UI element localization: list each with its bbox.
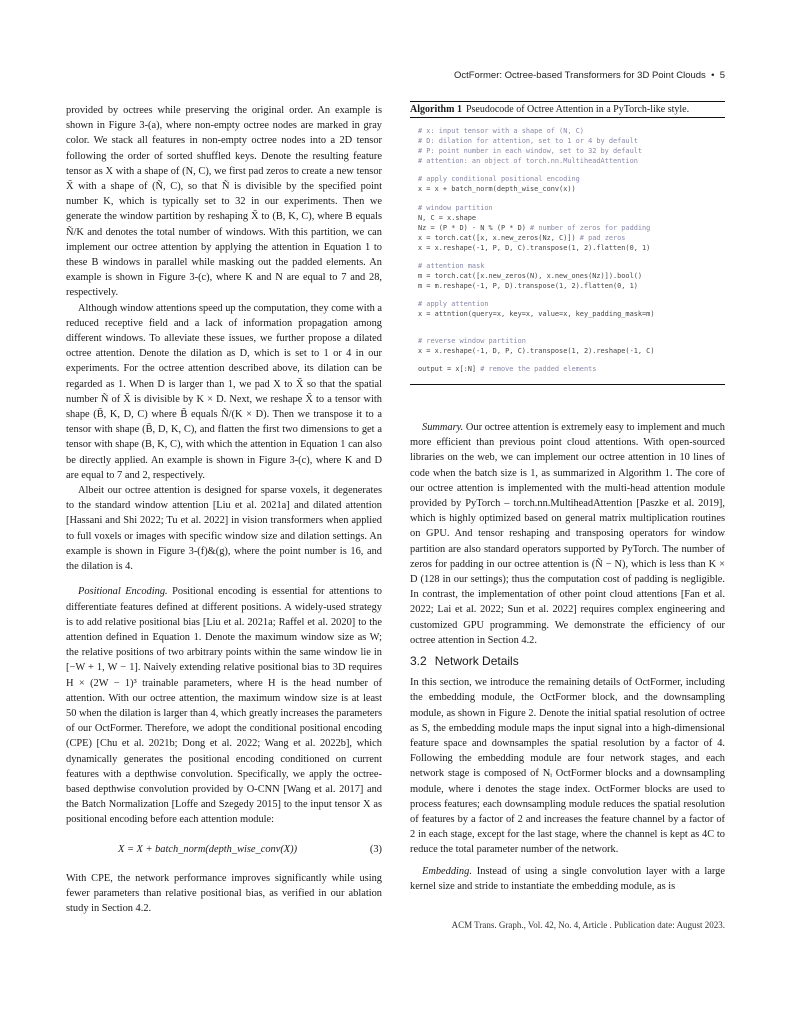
code-line: # apply conditional positional encoding (418, 175, 580, 184)
code-line: # apply attention (418, 300, 489, 309)
page-footer: ACM Trans. Graph., Vol. 42, No. 4, Article . Publication date: August 2023. (451, 920, 725, 930)
code-blank-line (418, 320, 725, 328)
code-line: m = m.reshape(-1, P, D).transpose(1, 2).flatten(0, 1) (418, 282, 638, 291)
code-line: # window partition (418, 203, 493, 212)
algorithm-label: Algorithm 1 (410, 104, 462, 115)
code-line: output = x[:N] # remove the padded elements (418, 364, 597, 373)
code-line: # P: point number in each window, set to 32 by default (418, 147, 643, 156)
right-column (410, 420, 725, 894)
paragraph-octree-order: provided by octrees while preserving the original order. An example is shown in Figure 3-(a), where non-empty octree nodes are marked in gray color. We stack all features in non-empty octree nodes into a 2D tensor following the order of sorted shuffled keys. Denote the resulting feature tensor as X with a shape of (N, C), we first pad zeros to create a new tensor X̃ with a shape of (Ñ, C), so that Ñ is divisible by the specified point number K, which is typically set to 32 in our experiments. Then we generate the window partition by reshaping X̃ to (B, K, C), where B equals Ñ/K and denotes the total number of windows. With this partition, we can implement our octree attention by applying the attention in Equation 1 to these B windows in parallel while masking out the padded elements. An example is shown in Figure 3-(c), where K and N are equal to 7 and 28, respectively. (66, 105, 382, 299)
code-line: x = x.reshape(-1, D, P, C).transpose(1, 2).reshape(-1, C) (418, 346, 655, 355)
left-column (66, 103, 382, 916)
embedding-label: Embedding. (422, 865, 472, 877)
page-number: 5 (719, 70, 725, 81)
paragraph-network-details: In this section, we introduce the remaining details of OctFormer, including the embedding module, the OctFormer block, and the downsampling module, as shown in Figure 2. Denote the initial spatial resolution of octree as S, the embedding module maps the input signal into a high-dimensional feature space and downsamples the spatial resolution by a factor of 4. Following the embedding module are four network stages, and each network stage is composed of Nᵢ OctFormer blocks and a downsampling module, where i denotes the stage index. OctFormer blocks are used to process features; each downsampling module reduces the spatial resolution of features by a factor of 2 and increases the feature channel by a factor of 2 in each stage, except for the last stage, where the channel is kept as 4C to reduce the total parameter number of the network. (410, 677, 725, 856)
section-number: 3.2 (410, 654, 427, 669)
section-title: Network Details (434, 654, 519, 669)
section-heading (410, 654, 725, 669)
code-blank-line (418, 253, 725, 261)
code-line: Nz = (P * D) - N % (P * D) # number of zeros for padding (418, 223, 651, 232)
algorithm-code (410, 118, 725, 384)
algorithm-bottom-rule (410, 384, 725, 385)
summary-label: Summary. (422, 422, 464, 433)
summary-text: Our octree attention is extremely easy to implement and much more efficient than previous point cloud attentions. With open-sourced libraries on the web, we can implement our octree attention in 10 lines of code when the batch size is 1, as summarized in Algorithm 1. The core of our octree attention is implemented with the multi-head attention module provided by PyTorch – torch.nn.MultiheadAttention [Paszke et al. 2019], which is highly optimized based on general matrix multiplication routines on GPU. And tensor reshaping and transposing operators for window partition are also standard operators supported by PyTorch. The number of zeros for padding in our octree attention is (Ñ − N), which is less than K × D (128 in our settings); thus the computation cost of padding is negligible. In contrast, the implementation of other point cloud attentions [Fan et al. 2022; Lai et al. 2022; Sun et al. 2022] requires complex engineering and customized GPU programming. We demonstrate the efficiency of our octree attention in Section 4.2. (410, 422, 725, 646)
code-line: x = torch.cat([x, x.new_zeros(Nz, C)]) # pad zeros (418, 233, 626, 242)
code-line: x = x + batch_norm(depth_wise_conv(x)) (418, 185, 576, 194)
code-blank-line (418, 195, 725, 203)
algorithm-caption (410, 102, 725, 118)
paragraph-summary (410, 420, 725, 648)
code-line: # reverse window partition (418, 336, 526, 345)
code-blank-line (418, 356, 725, 364)
paragraph-cpe-result: With CPE, the network performance improves significantly while using fewer parameters than relative positional bias, as verified in our ablation study in Section 4.2. (66, 872, 382, 915)
paragraph-dilated-attention: Although window attentions speed up the computation, they come with a reduced receptive field and a lack of information propagation among different windows. To alleviate these issues, we further propose a dilated octree attention. Denote the dilation as D, which is set to 1 or 4 in our experiments. For the octree attention described above, its dilation can be regarded as 1. When D is larger than 1, we pad X to X̃ so that the spatial number Ñ of X̃ is divisible by K × D. Next, we reshape X̃ to a tensor with shape (B̃, K, D, C) where B̃ equals Ñ/(K × D). Then we transpose it to a tensor with shape (B̃, D, K, C), and flatten the first two dimensions to get a tensor with shape (B, K, C), with which the attention in Equation 1 can also be directly applied. An example is shown in Figure 3-(c), where K and D are equal to 7 and 2, respectively. (66, 302, 382, 481)
equation-number: (3) (369, 843, 382, 855)
paragraph-embedding (410, 864, 725, 894)
code-blank-line (418, 166, 725, 174)
positional-encoding-text: Positional encoding is essential for attentions to differentiate features defined at different positions. A widely-used strategy is to add relative positional bias [Liu et al. 2021a; Raffel et al. 2020] to the attention defined in Equation 1. Denote the maximum window size as W; the relative positions of two arbitrary points within the same window lie in [−W + 1, W − 1]. Naively extending relative positional bias to 3D requires H × (2W − 1)³ trainable parameters, where H is the head number of attention. With our octree attention, the maximum window size is at least 50 when the dilation is larger than 4, which greatly increases the parameters of our OctFormer. Therefore, we adopt the conditional positional encoding (CPE) [Chu et al. 2021b; Dong et al. 2022; Wang et al. 2022b], which dynamically generates the positional encoding conditioned on current features with a depthwise convolution. Specifically, we apply the octree-based depthwise convolution provided by O-CNN [Wang et al. 2017] and the Batch Normalization [Loffe and Szegedy 2015] to the input tensor X as positional encoding before each attention module: (66, 586, 382, 826)
code-line: x = attntion(query=x, key=x, value=x, key_padding_mask=m) (418, 310, 655, 319)
paragraph-positional-encoding (66, 584, 382, 827)
code-line: # attention mask (418, 262, 485, 271)
code-line: # attention: an object of torch.nn.MultiheadAttention (418, 157, 638, 166)
equation-body: X = X + batch_norm(depth_wise_conv(X)) (118, 843, 298, 855)
embedding-text: Instead of using a single convolution layer with a large kernel size and stride to instantiate the embedding module, as is (410, 865, 725, 892)
running-title: OctFormer: Octree-based Transformers for 3D Point Clouds (453, 70, 706, 81)
equation-3 (66, 842, 382, 857)
paragraph-degenerate-cases: Albeit our octree attention is designed for sparse voxels, it degenerates to the standard window attention [Liu et al. 2021a] and dilated attention [Hassani and Shi 2022; Tu et al. 2022] in vision transformers when applied to full voxels or images with specific window size and dilation settings. An example is shown in Figure 3-(f)&(g), where the point number is 16, and the dilation is 4. (66, 485, 382, 573)
running-header (454, 70, 725, 81)
code-line: # x: input tensor with a shape of (N, C) (418, 127, 584, 135)
positional-encoding-label: Positional Encoding. (78, 586, 168, 598)
code-line: x = x.reshape(-1, P, D, C).transpose(1, 2).flatten(0, 1) (418, 243, 651, 252)
code-line: # D: dilation for attention, set to 1 or 4 by default (418, 137, 638, 146)
code-blank-line (418, 291, 725, 299)
algorithm-caption-text: Pseudocode of Octree Attention in a PyTorch-like style. (465, 104, 690, 115)
algorithm-box (410, 101, 725, 385)
code-blank-line (418, 328, 725, 336)
header-bullet: • (711, 70, 715, 81)
code-line: N, C = x.shape (418, 213, 477, 222)
code-line: m = torch.cat([x.new_zeros(N), x.new_ones(Nz)]).bool() (418, 272, 643, 281)
